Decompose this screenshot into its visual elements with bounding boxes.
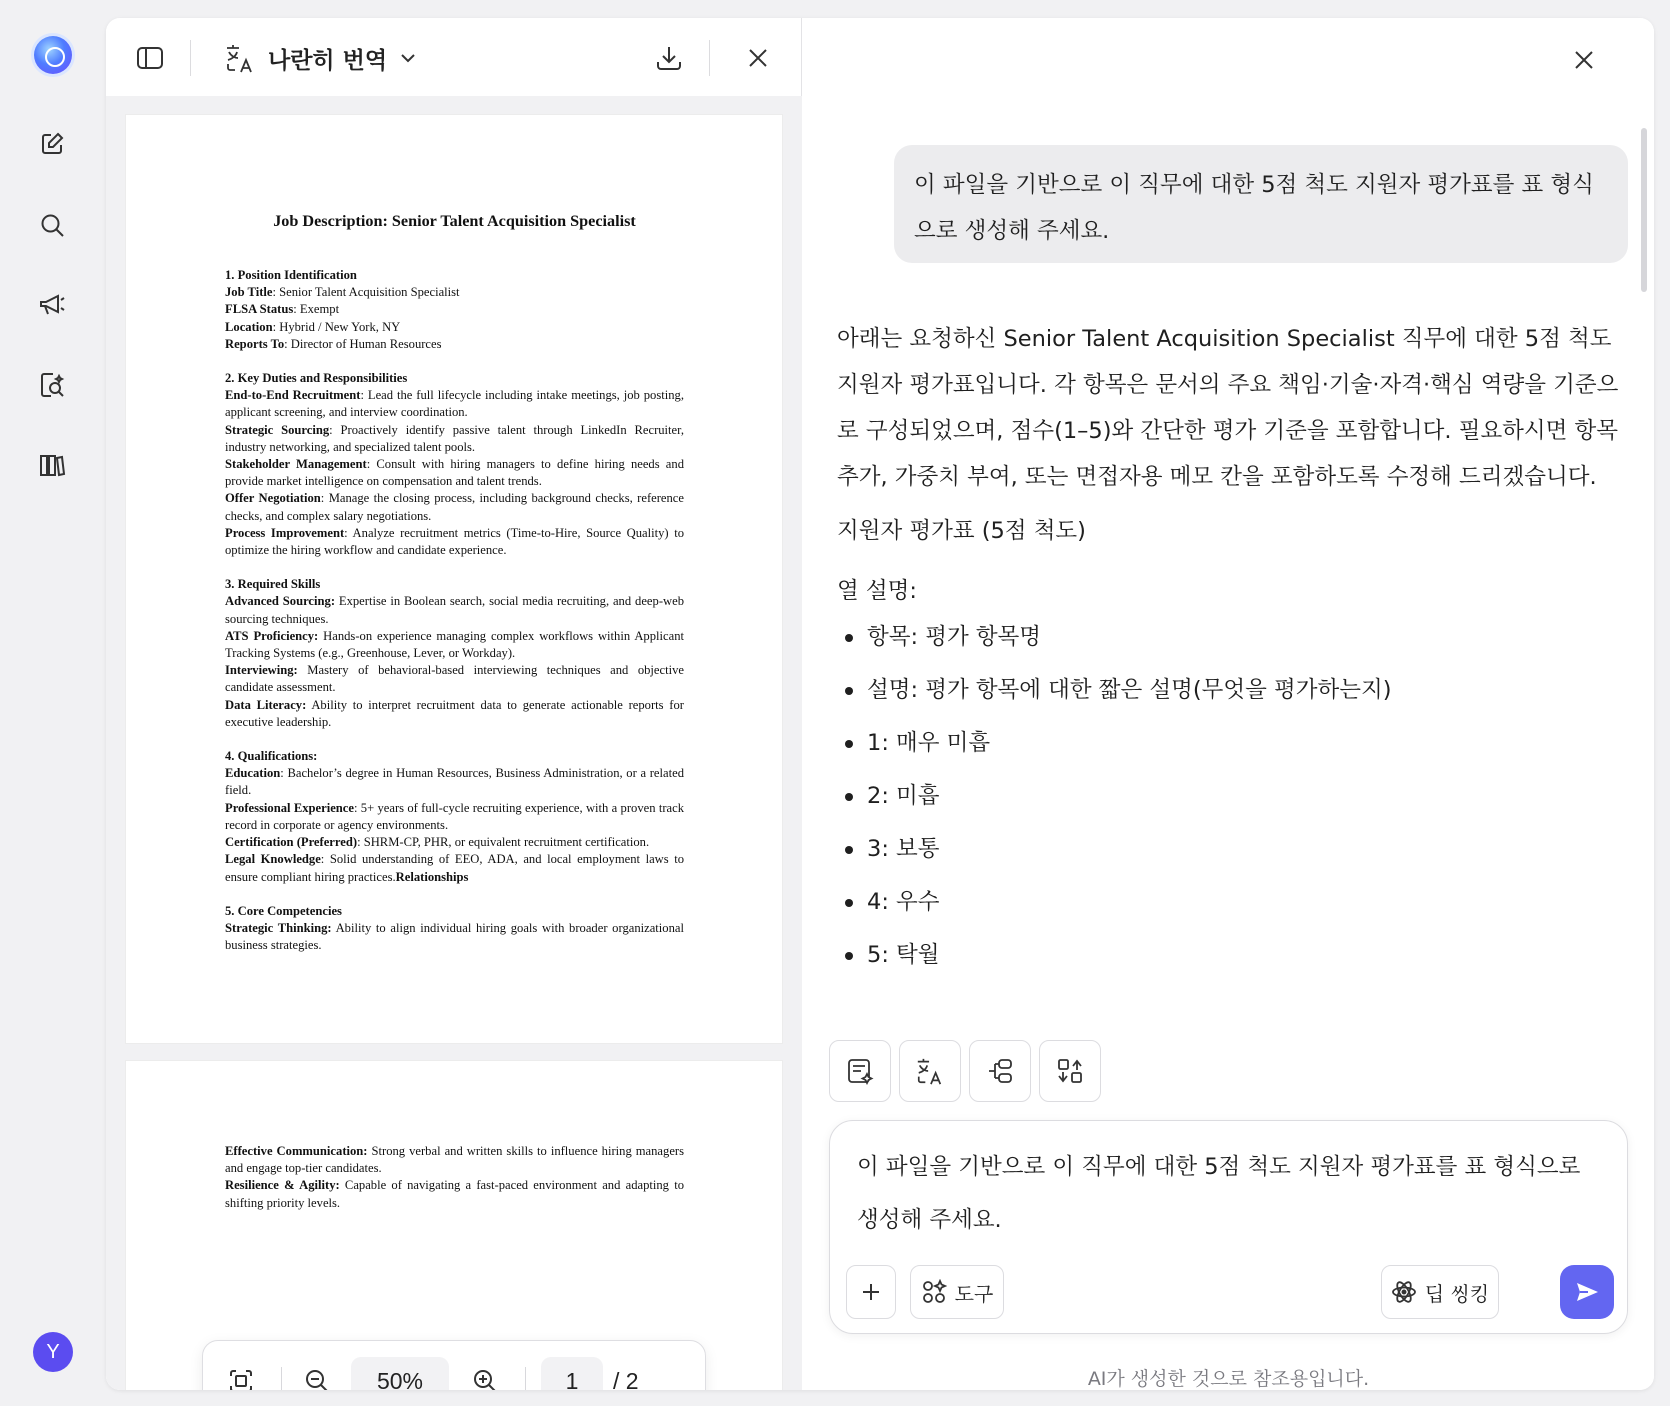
document-pane [106,18,802,1390]
megaphone-icon[interactable] [36,289,68,321]
send-button[interactable] [1560,1265,1614,1319]
doc-item: End-to-End Recruitment: Lead the full lifecycle including intake meetings, job posting, applicant screening, and interview coordination. [225,388,684,420]
list-item: 2: 미흡 [837,779,1633,813]
avatar[interactable] [33,1332,73,1372]
section-heading: 1. Position Identification [225,268,357,282]
section-position-identification [225,267,684,353]
tools-icon [921,1279,947,1305]
section-core-competencies [225,903,684,955]
sidebar-toggle-button[interactable] [130,38,170,78]
doc-item: Professional Experience: 5+ years of full-cycle recruiting experience, with a proven track record in corporate or agency environments. [225,800,684,832]
section-qualifications [225,748,684,886]
translate-mode-label: 나란히 번역 [268,47,388,74]
user-message: 이 파일을 기반으로 이 직무에 대한 5점 척도 지원자 평가표를 표 형식으로 생성해 주세요. [894,145,1628,263]
deep-thinking-label: 딥 씽킹 [1424,1281,1490,1306]
reply-intro: 아래는 요청하신 Senior Talent Acquisition Specialist 직무에 대한 5점 척도 지원자 평가표입니다. 각 항목은 문서의 주요 책임·기술·자격·핵심 역량을 기준으로 구성되었으며, 점수(1–5)와 간단한 평가 기준을 포함합니다. 필요하시면 항목 추가, 가중치 부여, 또는 면접자용 메모 칸을 포함하도록 수정해 드리겠습니다. [837,326,1619,490]
doc-item: Education: Bachelor’s degree in Human Resources, Business Administration, or a related field. [225,766,684,798]
reply-heading: 지원자 평가표 (5점 척도) [837,518,1086,544]
document-header [106,18,802,96]
doc-item: Legal Knowledge: Solid understanding of EEO, ADA, and local employment laws to ensure compliant hiring practices.Relationships [225,852,684,884]
fit-page-button[interactable] [221,1361,261,1390]
section-required-skills [225,576,684,731]
main-card [106,18,1654,1390]
section-heading: 4. Qualifications: [225,749,318,764]
mindmap-icon [985,1056,1015,1086]
ai-disclaimer: AI가 생성한 것으로 참조용입니다. [1087,1368,1370,1390]
doc-item: Offer Negotiation: Manage the closing process, including background checks, reference checks, and complex salary negotiations. [225,491,684,523]
page-total: / 2 [613,1367,639,1390]
document-title: Job Description: Senior Talent Acquisition Specialist [273,212,636,230]
doc-item: Strategic Sourcing: Proactively identify passive talent through LinkedIn Recruiter, industry networking, and specialized talent pools. [225,422,684,454]
summarize-tool-button[interactable] [829,1040,891,1102]
reply-bullet-list [837,620,1633,972]
reply-subheading: 열 설명: [837,578,917,604]
zoom-in-icon [472,1368,498,1390]
doc-item: Interviewing: Mastery of behavioral-based interviewing techniques and objective candidate assessment. [225,663,684,695]
list-item: 3: 보통 [837,832,1633,866]
plus-icon [860,1281,882,1303]
chat-scrollbar[interactable] [1641,128,1647,292]
doc-item: Reports To: Director of Human Resources [225,336,442,351]
translate-mode-dropdown[interactable] [224,36,417,80]
toolbar-divider [281,1367,282,1390]
page-content [225,211,684,971]
close-icon [746,46,770,70]
send-icon [1574,1279,1600,1305]
fit-page-icon [228,1368,254,1390]
message-composer[interactable] [829,1120,1628,1334]
doc-search-icon[interactable] [36,369,68,401]
doc-item: Strategic Thinking: Ability to align individual hiring goals with broader organizational business strategies. [225,920,684,953]
toolbar-divider [525,1367,526,1390]
atom-icon [1391,1279,1417,1305]
doc-item: Stakeholder Management: Consult with hiring managers to define hiring needs and provide market intelligence on compensation and talent trends. [225,457,684,489]
zoom-out-icon [304,1368,330,1390]
document-page-1 [126,115,782,1043]
doc-item: ATS Proficiency: Hands-on experience managing complex workflows within Applicant Tracking Systems (e.g., Greenhouse, Lever, or Workday). [225,628,684,661]
left-rail [0,0,106,1406]
close-document-button[interactable] [738,38,778,78]
doc-item: Advanced Sourcing: Expertise in Boolean search, social media recruiting, and deep-web sourcing techniques. [225,594,684,626]
new-chat-icon[interactable] [36,128,68,160]
list-item: 설명: 평가 항목에 대한 짧은 설명(무엇을 평가하는지) [837,673,1633,707]
doc-item: Data Literacy: Ability to interpret recruitment data to generate actionable reports for executive leadership. [225,697,684,729]
library-icon[interactable] [36,449,68,481]
composer-input[interactable]: 이 파일을 기반으로 이 직무에 대한 5점 척도 지원자 평가표를 표 형식으로 생성해 주세요. [857,1154,1581,1233]
doc-item: Resilience & Agility: Capable of navigating a fast-paced environment and adapting to shifting priority levels. [225,1178,684,1210]
doc-item: Certification (Preferred): SHRM-CP, PHR, or equivalent recruitment certification. [225,835,650,850]
section-heading: 5. Core Competencies [225,903,342,918]
mindmap-tool-button[interactable] [969,1040,1031,1102]
convert-icon [1055,1056,1085,1086]
summarize-icon [845,1056,875,1086]
page-content [225,1143,684,1212]
document-viewer[interactable] [106,96,802,1390]
avatar-initial: Y [46,1340,60,1363]
doc-item: Process Improvement: Analyze recruitment metrics (Time-to-Hire, Source Quality) to optimize the hiring workflow and candidate experience. [225,525,684,558]
download-icon [654,43,684,73]
doc-item: FLSA Status: Exempt [225,302,340,317]
list-item: 4: 우수 [837,885,1633,919]
search-icon[interactable] [36,209,68,241]
doc-item: Location: Hybrid / New York, NY [225,319,401,334]
deep-thinking-button[interactable] [1381,1265,1499,1319]
close-chat-button[interactable] [1564,40,1604,80]
section-key-duties [225,370,684,559]
zoom-in-button[interactable] [465,1361,505,1390]
header-divider [190,40,191,76]
doc-item: Job Title: Senior Talent Acquisition Specialist [225,285,460,300]
page-number-input[interactable]: 1 [541,1357,603,1390]
close-icon [1572,48,1596,72]
translate-icon [224,42,256,74]
app-logo-icon[interactable] [34,36,72,74]
sidebar-icon [135,43,165,73]
list-item: 5: 탁월 [837,938,1633,972]
translate-tool-button[interactable] [899,1040,961,1102]
list-item: 항목: 평가 항목명 [837,620,1633,654]
add-attachment-button[interactable] [846,1265,896,1319]
assistant-reply [837,316,1633,991]
list-item: 1: 매우 미흡 [837,726,1633,760]
doc-item: Effective Communication: Strong verbal and written skills to influence hiring managers and engage top-tier candidates. [225,1144,685,1176]
zoom-level[interactable]: 50% [351,1357,449,1390]
tools-button[interactable] [910,1265,1004,1319]
chevron-down-icon [399,49,417,67]
translate-icon [915,1056,945,1086]
chat-pane [803,18,1654,1390]
tools-label: 도구 [954,1281,994,1306]
convert-tool-button[interactable] [1039,1040,1101,1102]
zoom-out-button[interactable] [297,1361,337,1390]
header-divider [709,40,710,76]
zoom-toolbar [202,1340,706,1390]
section-heading: 2. Key Duties and Responsibilities [225,371,408,386]
download-button[interactable] [649,38,689,78]
section-heading: 3. Required Skills [225,577,321,592]
